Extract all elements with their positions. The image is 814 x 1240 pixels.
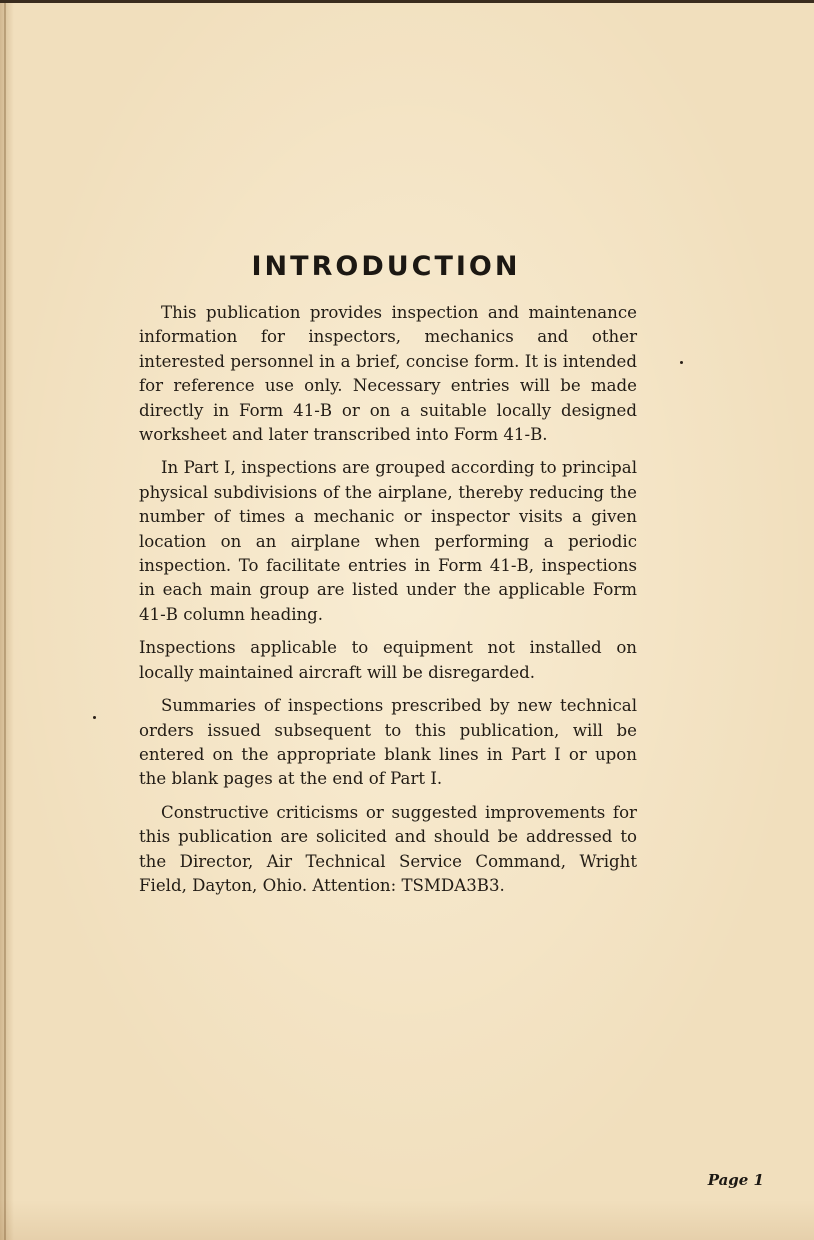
- page-number: Page 1: [707, 1171, 764, 1189]
- page-binding-edge: [4, 3, 6, 1240]
- introduction-body: [139, 301, 637, 898]
- paragraph-4: Summaries of inspections prescribed by new technical orders issued subsequent to this publication, will be entered on the appropriate blank lines in Part I or upon the blank pages at the end of Part I.: [139, 696, 637, 789]
- paper-speck: [680, 361, 683, 364]
- paragraph-1: This publication provides inspection and maintenance information for inspectors, mechanics and other interested personnel in a brief, concise form. It is intended for reference use only. Necessary entries will be made directly in Form 41-B or on a suitable locally designed worksheet and later transcribed into Form 41-B.: [139, 303, 637, 445]
- paragraph-5: Constructive criticisms or suggested improvements for this publication are solicited and should be addressed to the Director, Air Technical Service Command, Wright Field, Dayton, Ohio. Attention: TSMDA3B3.: [139, 802, 637, 895]
- paper-speck: [93, 716, 96, 719]
- paragraph-3: Inspections applicable to equipment not installed on locally maintained aircraft will be disregarded.: [139, 638, 637, 682]
- page-title: INTRODUCTION: [251, 251, 521, 282]
- paragraph-2: In Part I, inspections are grouped according to principal physical subdivisions of the airplane, thereby reducing the number of times a mechanic or inspector visits a given location on an airplane when performing a periodic inspection. To facilitate entries in Form 41-B, inspections in each main group are listed under the applicable Form 41-B column heading.: [139, 458, 637, 624]
